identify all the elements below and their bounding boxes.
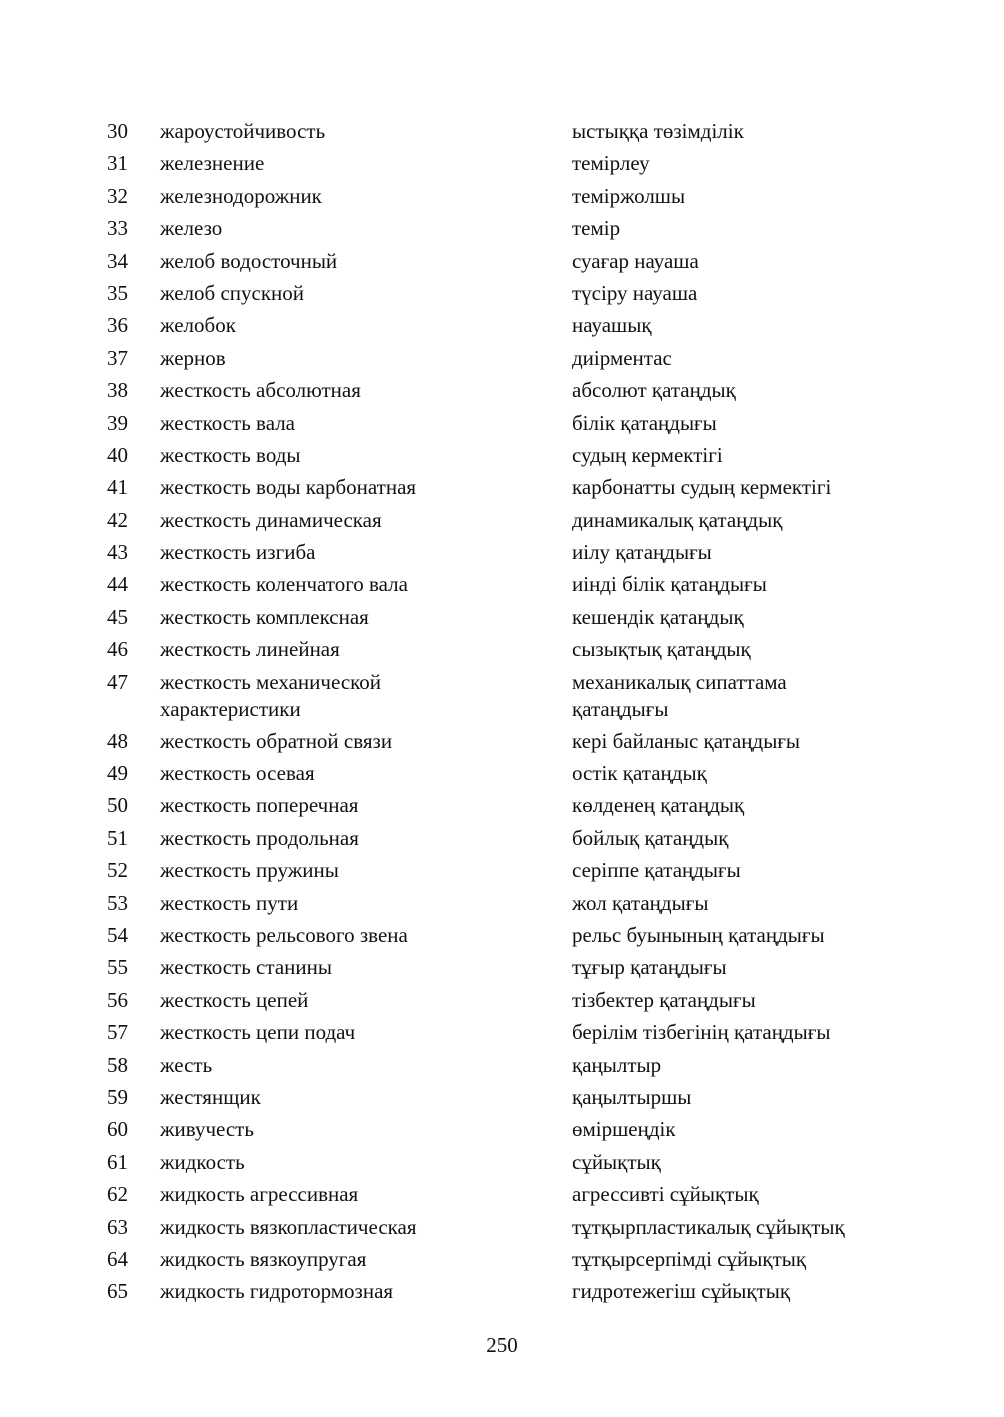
russian-term-line: жесткость воды [160,442,301,467]
glossary-row [0,1084,1004,1116]
kazakh-term-line: қаңылтыр [572,1052,662,1077]
kazakh-term-line: судың кермектігі [572,442,723,467]
russian-term [160,1084,550,1111]
kazakh-term-line: серіппе қатаңдығы [572,858,741,883]
glossary-row [0,280,1004,312]
russian-term-line: жесткость пружины [160,858,339,883]
entry-number: 35 [107,280,128,305]
russian-term-line: жароустойчивость [160,119,326,143]
kazakh-term-line: темір [572,216,621,241]
kazakh-term-line: сызықтық қатаңдық [572,637,751,662]
kazakh-term [572,442,992,469]
russian-term-line: живучесть [160,1117,254,1142]
kazakh-term-line: кері байланыс қатаңдығы [572,728,801,753]
russian-term [160,954,550,981]
russian-term-line: жестянщик [160,1084,261,1109]
entry-number: 37 [107,345,128,370]
kazakh-term-line: карбонатты судың кермектігі [572,475,832,500]
kazakh-term-line: қаңылтыршы [572,1084,692,1109]
kazakh-term [572,1214,992,1241]
russian-term [160,1278,550,1305]
russian-term [160,922,550,949]
entry-number: 54 [107,922,128,947]
kazakh-term [572,150,992,177]
russian-term-line: жесткость продольная [160,825,359,850]
entry-number: 32 [107,183,128,208]
glossary-row [0,183,1004,215]
kazakh-term [572,571,992,598]
glossary-row [0,1214,1004,1246]
kazakh-term [572,669,992,723]
russian-term [160,792,550,819]
russian-term [160,760,550,787]
kazakh-term-line: механикалық сипаттама [572,669,787,694]
kazakh-term [572,410,992,437]
glossary-row [0,118,1004,150]
kazakh-term-line: суағар науаша [572,248,699,273]
glossary-entries [0,118,1004,1311]
entry-number: 41 [107,475,128,500]
entry-number: 58 [107,1052,128,1077]
kazakh-term [572,728,992,755]
kazakh-term-line: тұғыр қатаңдығы [572,955,727,980]
kazakh-term-line: бойлық қатаңдық [572,825,729,850]
kazakh-term [572,474,992,501]
kazakh-term-line: көлденең қатаңдық [572,793,745,818]
russian-term-line: жидкость вязкопластическая [160,1214,417,1239]
kazakh-term-line: жол қатаңдығы [572,890,709,915]
glossary-row [0,1149,1004,1181]
glossary-row [0,539,1004,571]
kazakh-term [572,954,992,981]
kazakh-term [572,1084,992,1111]
kazakh-term-line: иілу қатаңдығы [572,540,712,565]
russian-term-line: жидкость агрессивная [160,1182,359,1207]
kazakh-term [572,987,992,1014]
glossary-row [0,410,1004,442]
russian-term-line: жесткость осевая [160,761,315,786]
russian-term-line: железнодорожник [160,183,322,208]
kazakh-term-line: гидротежегіш сұйықтық [572,1279,791,1304]
kazakh-term [572,604,992,631]
glossary-row [0,922,1004,954]
glossary-row [0,987,1004,1019]
russian-term [160,669,550,723]
glossary-row [0,1278,1004,1310]
russian-term-line: жесткость линейная [160,637,340,662]
glossary-row [0,474,1004,506]
entry-number: 31 [107,151,128,176]
russian-term [160,1149,550,1176]
entry-number: 34 [107,248,128,273]
russian-term [160,377,550,404]
russian-term [160,1052,550,1079]
kazakh-term [572,248,992,275]
kazakh-term-line: теміржолшы [572,183,686,208]
kazakh-term [572,890,992,917]
russian-term [160,636,550,663]
kazakh-term-line: тұтқырсерпімді сұйықтық [572,1246,807,1271]
entry-number: 50 [107,793,128,818]
entry-number: 48 [107,728,128,753]
russian-term-line: жесткость изгиба [160,540,316,565]
russian-term [160,215,550,242]
russian-term-line: желоб водосточный [160,248,338,273]
kazakh-term [572,1181,992,1208]
entry-number: 59 [107,1084,128,1109]
russian-term-line: жидкость вязкоупругая [160,1246,367,1271]
entry-number: 39 [107,410,128,435]
kazakh-term-line: сұйықтық [572,1149,661,1174]
kazakh-term-line: кешендік қатаңдық [572,604,744,629]
russian-term [160,118,550,145]
russian-term [160,1019,550,1046]
russian-term-line: жесткость обратной связи [160,728,393,753]
kazakh-term [572,539,992,566]
glossary-row [0,442,1004,474]
kazakh-term [572,1116,992,1143]
russian-term-line: желобок [160,313,236,338]
russian-term-line: жесткость цепей [160,987,309,1012]
russian-term-line: жесткость воды карбонатная [160,475,417,500]
kazakh-term [572,118,992,145]
russian-term [160,312,550,339]
entry-number: 52 [107,858,128,883]
kazakh-term [572,1278,992,1305]
kazakh-term [572,1149,992,1176]
kazakh-term-line: берілім тізбегінің қатаңдығы [572,1020,831,1045]
kazakh-term [572,507,992,534]
entry-number: 47 [107,669,128,694]
kazakh-term-line: остік қатаңдық [572,761,707,786]
glossary-row [0,792,1004,824]
glossary-row [0,1019,1004,1051]
russian-term [160,987,550,1014]
entry-number: 64 [107,1246,128,1271]
kazakh-term [572,792,992,819]
kazakh-term [572,760,992,787]
entry-number: 36 [107,313,128,338]
glossary-row [0,890,1004,922]
russian-term [160,1246,550,1273]
kazakh-term [572,215,992,242]
kazakh-term [572,280,992,307]
russian-term [160,728,550,755]
glossary-row [0,312,1004,344]
glossary-row [0,150,1004,182]
russian-term [160,474,550,501]
kazakh-term-line: тұтқырпластикалық сұйықтық [572,1214,845,1239]
russian-term [160,345,550,372]
kazakh-term [572,922,992,949]
russian-term [160,890,550,917]
entry-number: 63 [107,1214,128,1239]
glossary-row [0,857,1004,889]
entry-number: 51 [107,825,128,850]
russian-term-line: жесткость коленчатого вала [160,572,408,597]
russian-term [160,248,550,275]
entry-number: 45 [107,604,128,629]
glossary-row [0,571,1004,603]
entry-number: 65 [107,1279,128,1304]
kazakh-term-line: темірлеу [572,151,650,176]
russian-term-line: жесткость вала [160,410,296,435]
entry-number: 61 [107,1149,128,1174]
russian-term [160,1181,550,1208]
entry-number: 57 [107,1020,128,1045]
russian-term [160,825,550,852]
entry-number: 38 [107,378,128,403]
kazakh-term [572,1019,992,1046]
kazakh-term-line: тізбектер қатаңдығы [572,987,756,1012]
russian-term-line: жернов [160,345,226,370]
russian-term-line: жесткость абсолютная [160,378,361,403]
russian-term [160,280,550,307]
russian-term-line: железнение [160,151,265,176]
russian-term [160,1116,550,1143]
kazakh-term-line: иінді білік қатаңдығы [572,572,767,597]
kazakh-term [572,345,992,372]
kazakh-term-line: ыстыққа төзімділік [572,119,744,143]
glossary-row [0,215,1004,247]
russian-term [160,539,550,566]
russian-term [160,442,550,469]
glossary-row [0,954,1004,986]
kazakh-term-line: диірментас [572,345,672,370]
russian-term-line: жесткость поперечная [160,793,359,818]
kazakh-term [572,183,992,210]
kazakh-term-line: түсіру науаша [572,280,698,305]
glossary-row [0,345,1004,377]
entry-number: 42 [107,507,128,532]
glossary-row [0,1116,1004,1148]
page-number: 250 [486,1333,518,1357]
russian-term [160,183,550,210]
kazakh-term-line: қатаңдығы [572,696,669,721]
kazakh-term-line: динамикалық қатаңдық [572,507,783,532]
glossary-row [0,1181,1004,1213]
kazakh-term [572,857,992,884]
russian-term-line: жесткость механической [160,669,382,694]
glossary-row [0,669,1004,728]
kazakh-term-line: агрессивті сұйықтық [572,1182,759,1207]
entry-number: 46 [107,637,128,662]
kazakh-term [572,825,992,852]
entry-number: 49 [107,761,128,786]
russian-term [160,1214,550,1241]
russian-term [160,150,550,177]
glossary-row [0,728,1004,760]
kazakh-term-line: рельс буынының қатаңдығы [572,922,825,947]
glossary-row [0,825,1004,857]
kazakh-term-line: науашық [572,313,652,338]
glossary-row [0,1052,1004,1084]
russian-term-line: характеристики [160,696,301,721]
russian-term-line: жесткость цепи подач [160,1020,356,1045]
kazakh-term-line: өміршеңдік [572,1117,676,1142]
entry-number: 53 [107,890,128,915]
glossary-row [0,248,1004,280]
russian-term-line: жесткость комплексная [160,604,369,629]
kazakh-term [572,1052,992,1079]
glossary-row [0,760,1004,792]
glossary-row [0,636,1004,668]
kazakh-term [572,377,992,404]
kazakh-term-line: білік қатаңдығы [572,410,717,435]
entry-number: 40 [107,442,128,467]
kazakh-term-line: абсолют қатаңдық [572,378,736,403]
entry-number: 44 [107,572,128,597]
russian-term [160,604,550,631]
kazakh-term [572,312,992,339]
entry-number: 30 [107,119,128,143]
russian-term-line: жидкость гидротормозная [160,1279,394,1304]
entry-number: 56 [107,987,128,1012]
russian-term-line: жесткость рельсового звена [160,922,408,947]
glossary-row [0,1246,1004,1278]
russian-term-line: жесткость пути [160,890,299,915]
kazakh-term [572,636,992,663]
entry-number: 62 [107,1182,128,1207]
glossary-row [0,604,1004,636]
glossary-row [0,377,1004,409]
russian-term [160,571,550,598]
russian-term-line: жесткость динамическая [160,507,382,532]
russian-term [160,857,550,884]
russian-term-line: жесткость станины [160,955,332,980]
kazakh-term [572,1246,992,1273]
russian-term-line: жидкость [160,1149,245,1174]
entry-number: 55 [107,955,128,980]
entry-number: 33 [107,216,128,241]
entry-number: 60 [107,1117,128,1142]
glossary-row [0,507,1004,539]
entry-number: 43 [107,540,128,565]
russian-term-line: желоб спускной [160,280,305,305]
russian-term-line: жесть [160,1052,213,1077]
russian-term [160,410,550,437]
russian-term-line: железо [160,216,223,241]
russian-term [160,507,550,534]
